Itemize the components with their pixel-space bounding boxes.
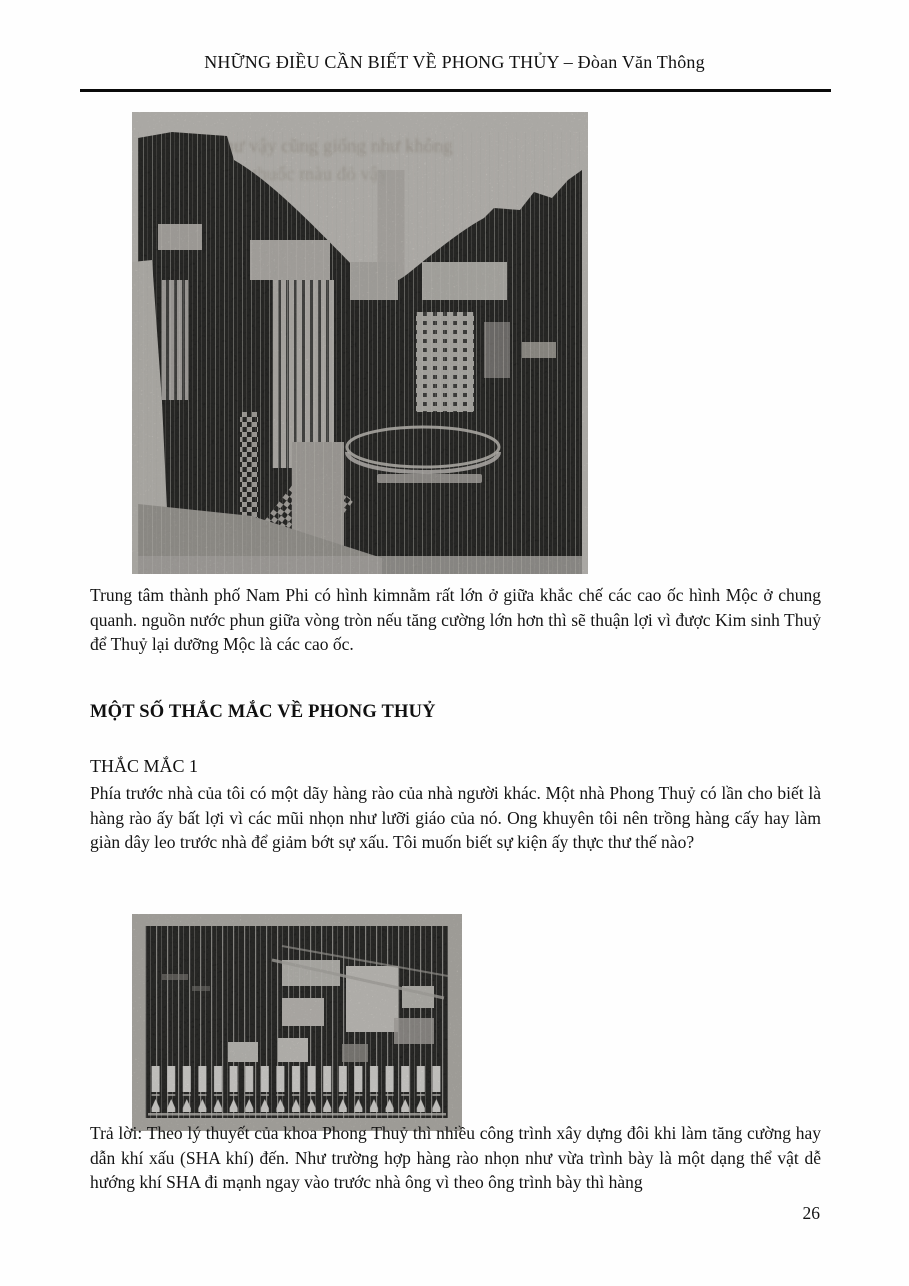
header-rule [80, 89, 831, 92]
section-heading: MỘT SỐ THẮC MẮC VỀ PHONG THUỶ [90, 702, 436, 722]
cityscape-photo [132, 112, 588, 574]
answer-paragraph: Trả lời: Theo lý thuyết của khoa Phong Thuỷ thì nhiều công trình xây dựng đôi khi làm tăng cường hay dẫn khí xấu (SHA khí) đến. Như trường hợp hàng rào nhọn như vừa trình bày là một dạng thể vật dễ hướng khí SHA đi mạnh ngay vào trước nhà ông vì theo ông trình bày thì hàng [90, 1123, 821, 1192]
subsection-heading: THẮC MẮC 1 [90, 756, 199, 776]
page-header-title: NHỮNG ĐIỀU CẦN BIẾT VỀ PHONG THỦY – Đòan Văn Thông [204, 52, 705, 72]
black-grain [132, 112, 588, 574]
question-paragraph: Phía trước nhà của tôi có một dãy hàng rào của nhà người khác. Một nhà Phong Thuỷ có lần cho biết là hàng rào ấy bất lợi vì các mũi nhọn như lưỡi giáo của nó. Ong khuyên tôi nên trồng hàng cấy hay làm giàn dây leo trước nhà để giảm bớt sự xấu. Tôi muốn biết sự kiện ấy thực thư thế nào? [90, 783, 821, 852]
fence-photo [132, 914, 462, 1131]
photo-caption: Trung tâm thành phố Nam Phi có hình kimnằm rất lớn ở giữa khắc chế các cao ốc hình Mộc ở chung quanh. nguồn nước phun giữa vòng tròn nếu tăng cường lớn hơn thì sẽ thuận lợi vì được Kim sinh Thuỷ để Thuỷ lại dưỡng Mộc là các cao ốc. [90, 585, 821, 654]
black-grain [132, 914, 462, 1131]
page-number: 26 [802, 1203, 820, 1223]
